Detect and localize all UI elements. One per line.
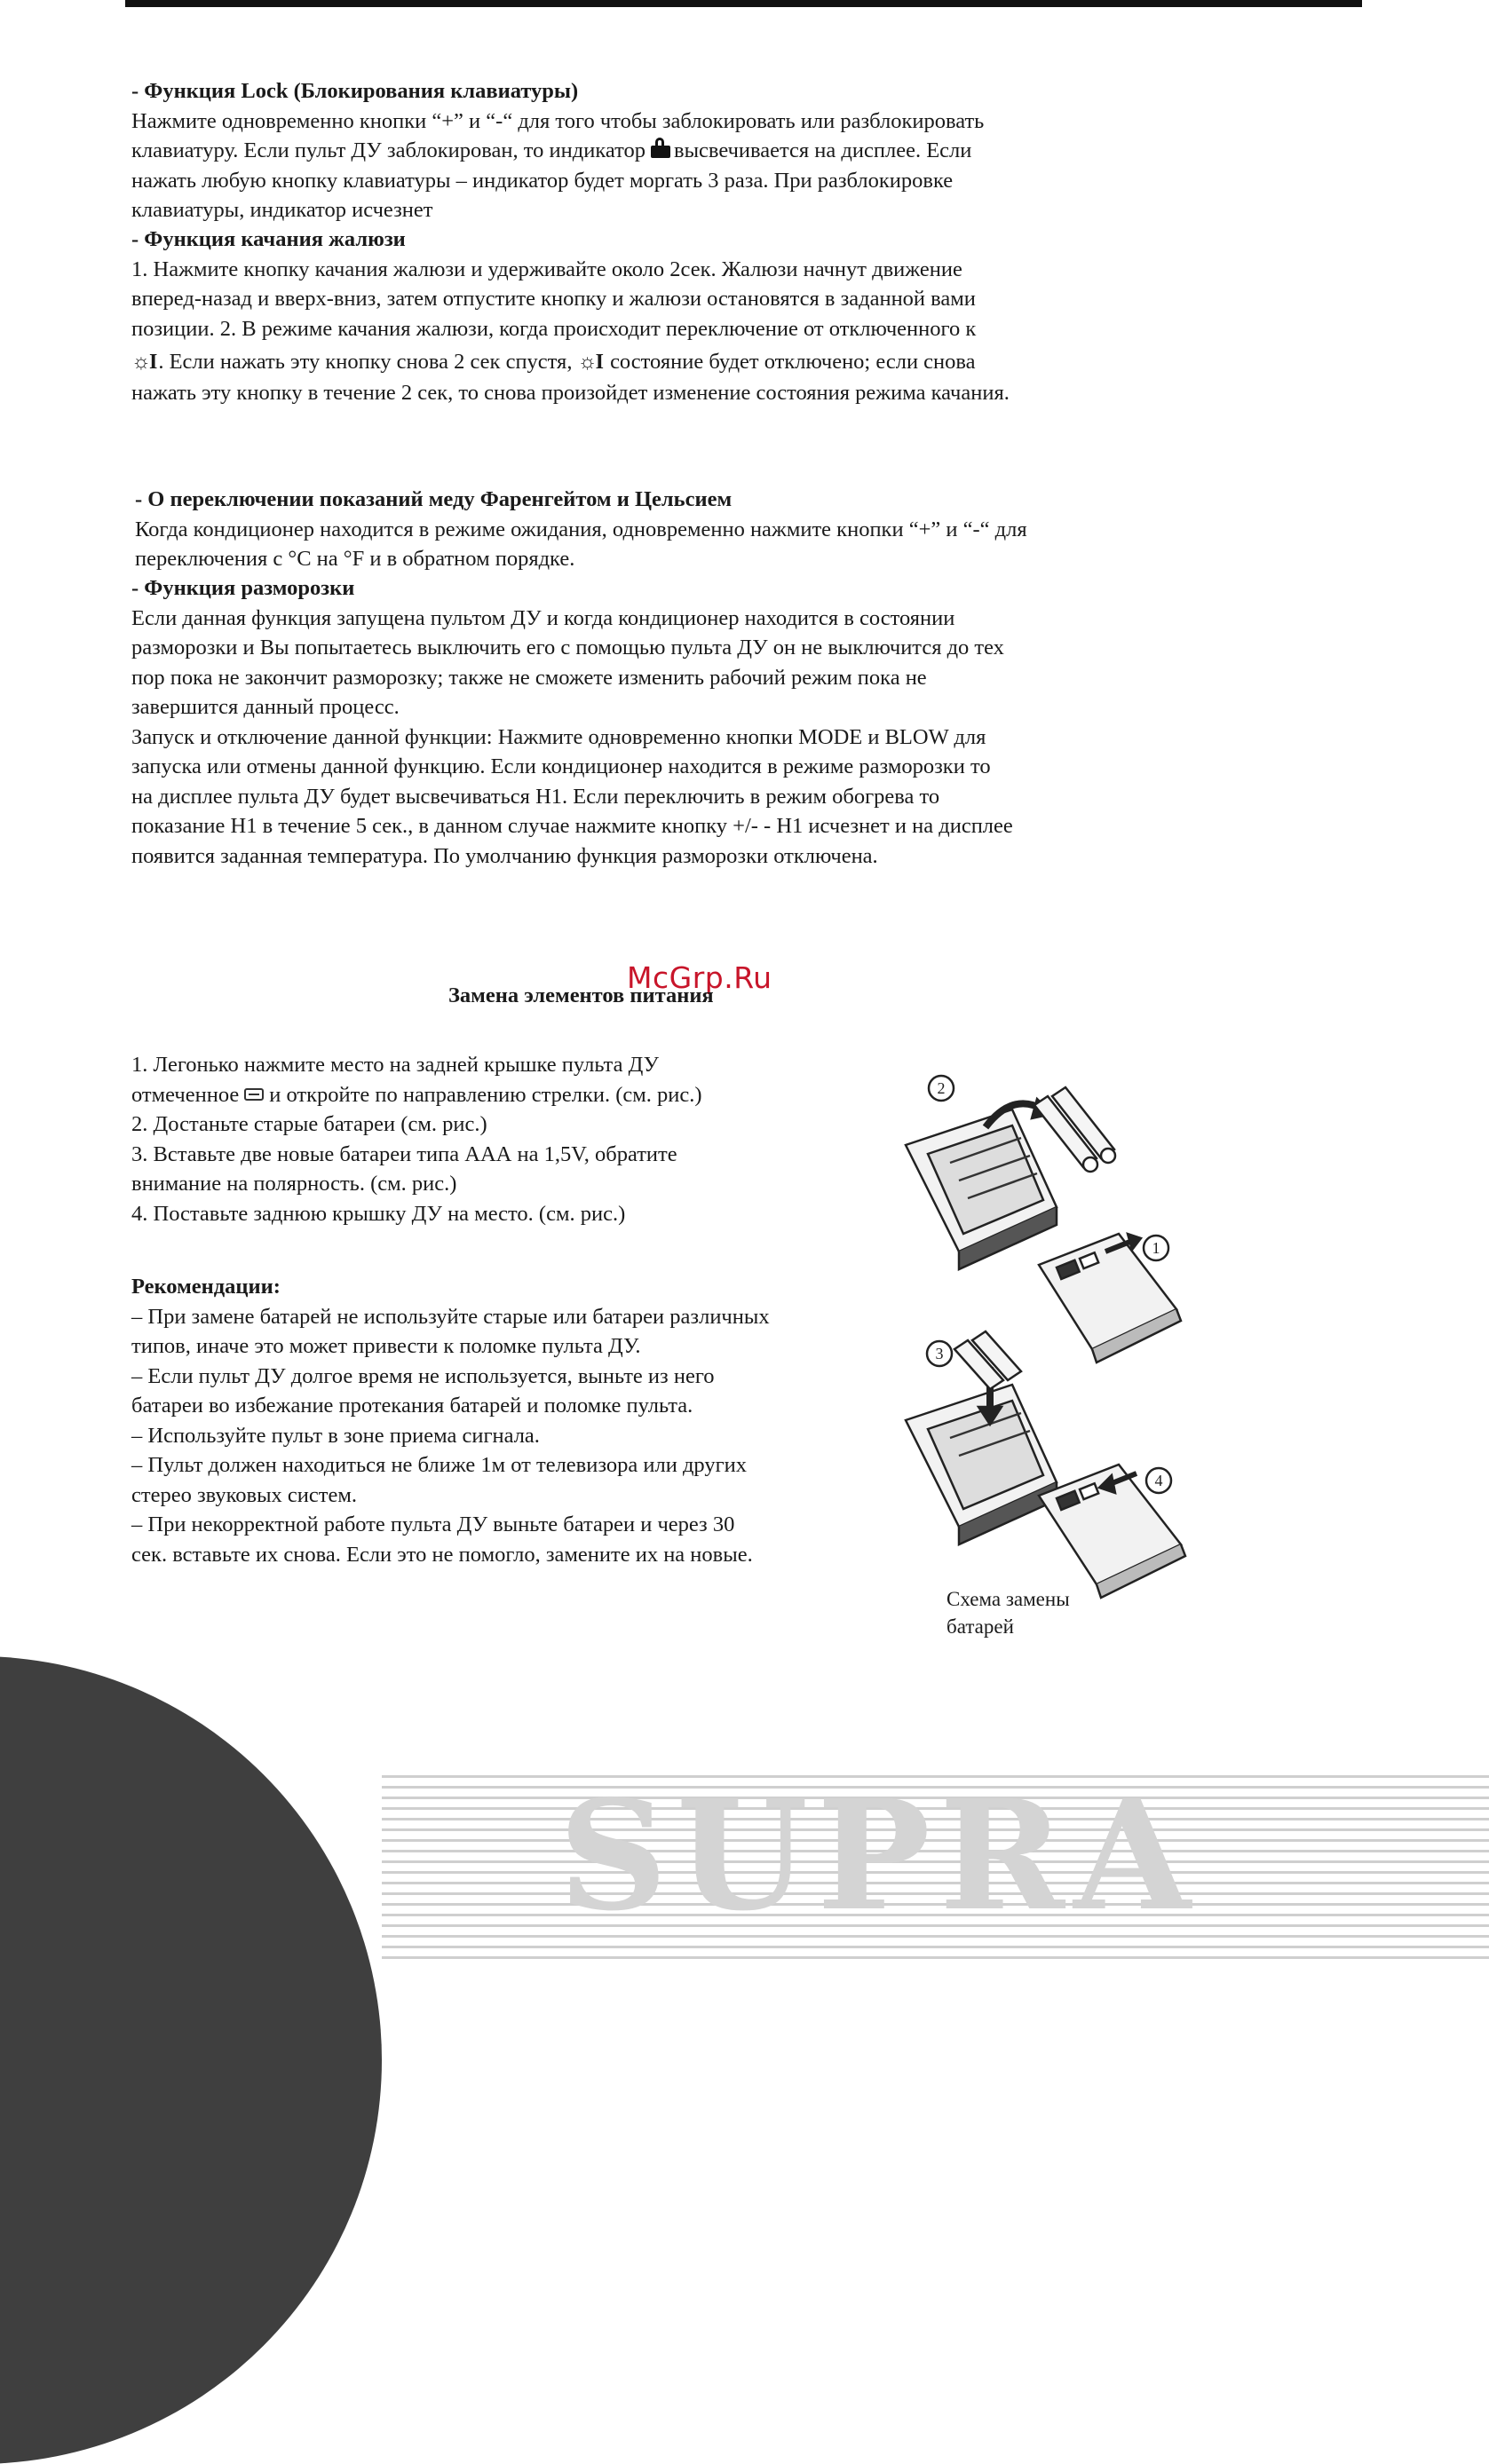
recommend-heading: Рекомендации: xyxy=(131,1275,281,1299)
swing-text-line: 1. Нажмите кнопку качания жалюзи и удерживайте около 2сек. Жалюзи начнут движение xyxy=(131,257,962,281)
lock-text-line: нажать любую кнопку клавиатуры – индикатор будет моргать 3 раза. При разблокировке xyxy=(131,168,954,193)
step-label: 4 xyxy=(1154,1472,1163,1489)
recommend-text-line: батареи во избежание протекания батарей и поломке пульта. xyxy=(131,1394,693,1418)
recommend-text-line: стерео звуковых систем. xyxy=(131,1482,357,1507)
battery-instructions xyxy=(131,1050,913,1228)
lock-text-line xyxy=(131,136,1197,166)
swing-heading: - Функция качания жалюзи xyxy=(131,227,406,251)
defrost-text-line: показание H1 в течение 5 сек., в данном случае нажмите кнопку +/- - H1 исчезнет и на дисплее xyxy=(131,814,1013,838)
lock-text-fragment: высвечивается на дисплее. Если xyxy=(674,138,972,162)
step-label: 1 xyxy=(1152,1239,1160,1257)
recommend-text-line: сек. вставьте их снова. Если это не помогло, замените их на новые. xyxy=(131,1542,753,1567)
defrost-text-line: появится заданная температура. По умолчанию функция разморозки отключена. xyxy=(131,843,878,868)
temp-section xyxy=(135,485,1200,574)
batteries-in xyxy=(954,1331,1021,1389)
caption-line: Схема замены xyxy=(946,1588,1070,1610)
swing-icon: ☼I xyxy=(131,351,156,374)
diagram-caption xyxy=(946,1585,1070,1640)
defrost-text-line: разморозки и Вы попытаетесь выключить его с помощью пульта ДУ он не выключится до тех xyxy=(131,636,1004,659)
lock-text-fragment: клавиатуру. Если пульт ДУ заблокирован, то индикатор xyxy=(131,138,645,162)
batteries-out xyxy=(1034,1087,1115,1172)
temp-text-line: переключения с °С на °F и в обратном порядке. xyxy=(135,547,575,571)
battery-text-line: внимание на полярность. (см. рис.) xyxy=(131,1172,457,1196)
recommend-text-line: – Используйте пульт в зоне приема сигнала. xyxy=(131,1423,540,1448)
defrost-text-line: Если данная функция запущена пультом ДУ и когда кондиционер находится в состоянии xyxy=(131,605,955,630)
defrost-text-line: Запуск и отключение данной функции: Нажмите одновременно кнопки MODE и BLOW для xyxy=(131,724,986,749)
recommend-text-line: типов, иначе это может привести к поломке пульта ДУ. xyxy=(131,1334,641,1358)
battery-text-fragment: и откройте по направлению стрелки. (см. рис.) xyxy=(269,1082,702,1107)
defrost-text-line: на дисплее пульта ДУ будет высвечиваться H1. Если переключить в режим обогрева то xyxy=(131,784,940,809)
recommend-text-line: – При замене батарей не используйте старые или батареи различных xyxy=(131,1304,770,1329)
step-label: 3 xyxy=(935,1345,944,1362)
swing-text-line: нажать эту кнопку в течение 2 сек, то снова произойдет изменение состояния режима качания. xyxy=(131,380,1010,405)
swing-section xyxy=(131,225,1197,407)
battery-text-fragment: отмеченное xyxy=(131,1082,240,1107)
battery-title: Замена элементов питания xyxy=(448,983,714,1007)
battery-text-line xyxy=(131,1080,913,1110)
lock-icon xyxy=(651,142,670,158)
recommend-section xyxy=(131,1272,913,1569)
swing-text-fragment: . Если нажать эту кнопку снова 2 сек спустя, xyxy=(158,350,573,374)
swing-text-fragment: состояние будет отключено; если снова xyxy=(610,350,976,374)
swing-text-line: вперед-назад и вверх-вниз, затем отпустите кнопку и жалюзи остановятся в заданной вами xyxy=(131,287,976,311)
step-label: 2 xyxy=(937,1079,946,1097)
lock-text-line: клавиатуры, индикатор исчезнет xyxy=(131,198,433,222)
brand-text: SUPRA xyxy=(558,1767,1200,1945)
defrost-heading: - Функция разморозки xyxy=(131,576,355,600)
defrost-section xyxy=(131,573,1197,871)
caption-line: батарей xyxy=(946,1615,1014,1638)
battery-cover-icon xyxy=(244,1088,264,1101)
temp-heading: - О переключении показаний меду Фаренгейтом и Цельсием xyxy=(135,487,733,511)
battery-text-line: 2. Достаньте старые батареи (см. рис.) xyxy=(131,1112,487,1136)
battery-text-line: 4. Поставьте заднюю крышку ДУ на место. (см. рис.) xyxy=(131,1201,626,1226)
battery-text-line: 1. Легонько нажмите место на задней крышке пульта ДУ xyxy=(131,1053,659,1077)
defrost-text-line: пор пока не закончит разморозку; также не сможете изменить рабочий режим пока не xyxy=(131,665,927,690)
brand-logo xyxy=(479,1767,1279,1945)
corner-decoration xyxy=(0,1656,382,2464)
swing-icon: ☼I xyxy=(577,351,602,374)
swing-text-line: позиции. 2. В режиме качания жалюзи, когда происходит переключение от отключенного к xyxy=(131,316,977,341)
defrost-text-line: завершится данный процесс. xyxy=(131,695,400,719)
recommend-text-line: – Если пульт ДУ долгое время не используется, выньте из него xyxy=(131,1363,715,1388)
temp-text-line: Когда кондиционер находится в режиме ожидания, одновременно нажмите кнопки “+” и “-“ для xyxy=(135,517,1027,541)
top-rule xyxy=(125,0,1362,7)
watermark: McGrp.Ru xyxy=(627,960,772,995)
recommend-text-line: – Пульт должен находиться не ближе 1м от телевизора или других xyxy=(131,1453,748,1477)
remote-open-top xyxy=(906,1110,1057,1269)
battery-diagram xyxy=(888,1079,1208,1607)
recommend-text-line: – При некорректной работе пульта ДУ выньте батареи и через 30 xyxy=(131,1512,735,1536)
swing-text-line xyxy=(131,347,1197,378)
lock-heading: - Функция Lock (Блокирования клавиатуры) xyxy=(131,79,579,103)
defrost-text-line: запуска или отмены данной функцию. Если кондиционер находится в режиме разморозки то xyxy=(131,754,991,778)
lock-text-line: Нажмите одновременно кнопки “+” и “-“ для того чтобы заблокировать или разблокировать xyxy=(131,108,985,133)
battery-text-line: 3. Вставьте две новые батареи типа ААА на 1,5V, обратите xyxy=(131,1141,677,1166)
lock-section xyxy=(131,76,1197,225)
